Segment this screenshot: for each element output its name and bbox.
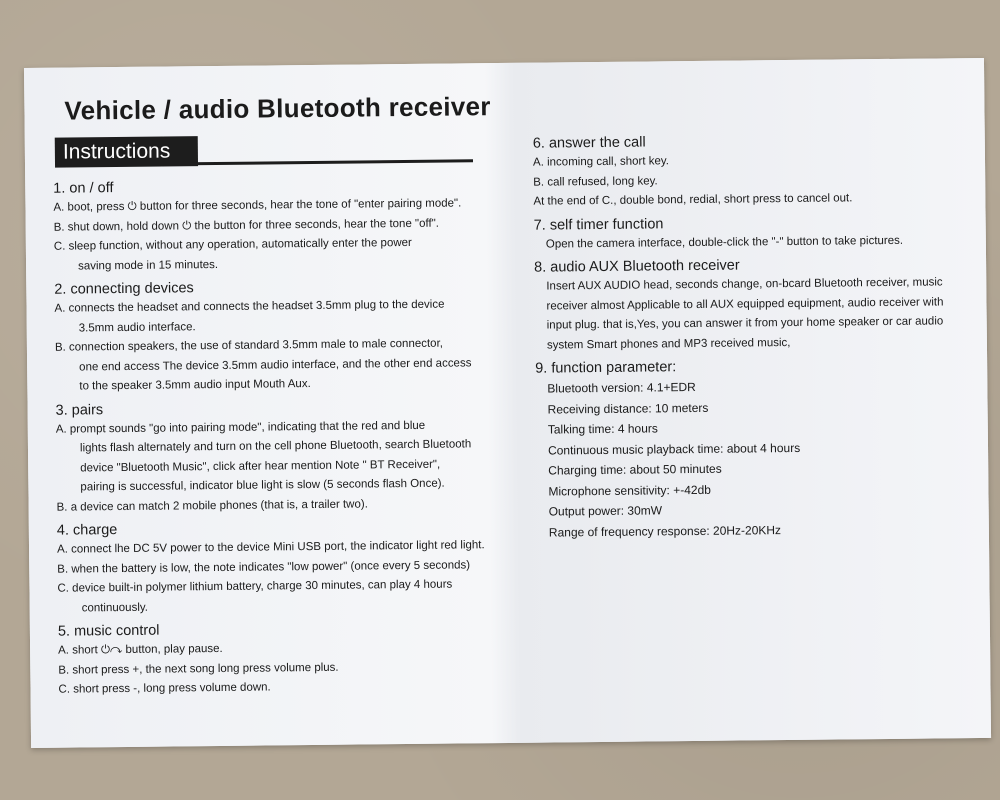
left-column [53,171,518,700]
parameter-line: Continuous music playback time: about 4 hours [547,440,801,458]
instruction-line: A. short ⏻↷ button, play pause. [58,642,223,657]
parameter-line: Charging time: about 50 minutes [548,461,722,478]
instruction-line: C. short press -, long press volume down. [58,681,271,696]
instruction-line: B. short press +, the next song long press volume plus. [58,661,339,677]
parameter-line: Receiving distance: 10 meters [547,400,709,417]
instruction-line: one end access The device 3.5mm audio interface, and the other end access [79,356,472,373]
parameter-line: Microphone sensitivity: +-42db [548,482,711,499]
instruction-line: input plug. that is,Yes, you can answer it from your home speaker or car audio [546,315,944,332]
instruction-line: A. connects the headset and connects the headset 3.5mm plug to the device [54,298,445,315]
parameter-line: Output power: 30mW [548,503,663,519]
instruction-line: At the end of C., double bond, redial, short press to cancel out. [533,192,853,208]
instruction-line: B. a device can match 2 mobile phones (that is, a trailer two). [56,497,368,514]
instruction-line: device "Bluetooth Music", click after hear mention Note " BT Receiver", [80,458,441,474]
instruction-line: B. connection speakers, the use of standard 3.5mm male to male connector, [54,337,444,354]
section-heading: 8. audio AUX Bluetooth receiver [534,257,740,276]
instructions-banner: Instructions [55,136,198,167]
instruction-line: continuously. [81,601,148,614]
parameter-line: Talking time: 4 hours [547,421,658,437]
document-title: Vehicle / audio Bluetooth receiver [64,91,491,126]
instruction-line: B. when the battery is low, the note indicates "low power" (once every 5 seconds) [57,558,471,576]
section-heading: 3. pairs [55,401,104,419]
instruction-line: lights flash alternately and turn on the cell phone Bluetooth, search Bluetooth [79,438,472,455]
parameter-line: Range of frequency response: 20Hz-20KHz [548,522,782,540]
instruction-sheet [24,58,991,748]
section-heading: 5. music control [57,622,160,640]
right-column [533,126,977,543]
instruction-line: B. shut down, hold down ⏻ the button for three seconds, hear the tone "off". [53,217,440,234]
instruction-line: B. call refused, long key. [533,174,658,189]
instruction-line: system Smart phones and MP3 received music, [546,336,791,352]
section-heading: 4. charge [56,522,118,539]
instruction-line: pairing is successful, indicator blue light is slow (5 seconds flash Once). [80,477,445,494]
section-heading: 6. answer the call [532,134,646,152]
instruction-line: C. device built-in polymer lithium battery, charge 30 minutes, can play 4 hours [57,578,453,595]
instruction-line: receiver almost Applicable to all AUX equipped equipment, audio receiver with [546,295,944,313]
header-rule [190,159,473,165]
section-heading: 1. on / off [53,180,114,197]
instruction-line: A. prompt sounds "go into pairing mode", indicating that the red and blue [55,419,426,436]
parameter-line: Bluetooth version: 4.1+EDR [547,379,696,396]
instruction-line: A. boot, press ⏻ button for three seconds, hear the tone of "enter pairing mode". [53,197,462,214]
instruction-line: to the speaker 3.5mm audio input Mouth Aux. [79,378,311,393]
instruction-line: C. sleep function, without any operation, automatically enter the power [53,236,412,253]
section-heading: 9. function parameter: [535,359,677,377]
section-heading: 2. connecting devices [54,280,194,298]
instruction-line: saving mode in 15 minutes. [78,258,219,272]
section-heading: 7. self timer function [533,215,664,234]
instruction-line: Open the camera interface, double-click the "-" button to take pictures. [545,234,904,251]
instruction-line: A. incoming call, short key. [532,155,670,169]
instruction-line: A. connect lhe DC 5V power to the device Mini USB port, the indicator light red light. [56,539,485,556]
instruction-line: Insert AUX AUDIO head, seconds change, on-bcard Bluetooth receiver, music [546,276,943,293]
instruction-line: 3.5mm audio interface. [78,320,196,334]
